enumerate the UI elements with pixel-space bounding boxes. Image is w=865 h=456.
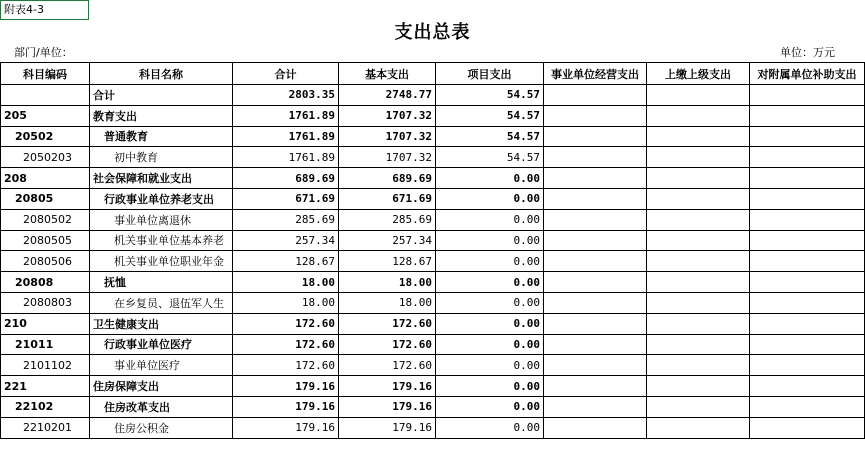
cell-name: 行政事业单位医疗 [90,334,233,355]
cell-code: 2080502 [1,209,90,230]
unit-label: 单位：万元 [780,46,835,59]
expenditure-table [0,62,865,439]
cell-operating [544,417,647,438]
cell-project: 54.57 [436,126,544,147]
cell-operating [544,209,647,230]
cell-project: 0.00 [436,417,544,438]
cell-subsidy [750,168,865,189]
cell-subsidy [750,313,865,334]
cell-subsidy [750,272,865,293]
cell-code: 2080803 [1,292,90,313]
cell-remit [647,85,750,106]
cell-total: 1761.89 [233,126,339,147]
cell-total: 179.16 [233,396,339,417]
cell-name: 行政事业单位养老支出 [90,188,233,209]
col-header-project: 项目支出 [436,63,544,85]
cell-project: 0.00 [436,272,544,293]
cell-subsidy [750,376,865,397]
cell-remit [647,230,750,251]
cell-code: 205 [1,105,90,126]
cell-remit [647,147,750,168]
cell-basic: 172.60 [339,313,436,334]
table-row [1,376,865,397]
cell-name: 事业单位医疗 [90,355,233,376]
cell-total: 172.60 [233,313,339,334]
cell-subsidy [750,230,865,251]
cell-code: 20808 [1,272,90,293]
cell-basic: 671.69 [339,188,436,209]
cell-basic: 179.16 [339,396,436,417]
table-row [1,209,865,230]
cell-project: 54.57 [436,105,544,126]
cell-project: 0.00 [436,396,544,417]
cell-project: 0.00 [436,376,544,397]
cell-basic: 1707.32 [339,147,436,168]
cell-operating [544,396,647,417]
cell-remit [647,126,750,147]
table-row [1,105,865,126]
cell-subsidy [750,188,865,209]
cell-total: 257.34 [233,230,339,251]
cell-operating [544,126,647,147]
table-row [1,355,865,376]
cell-remit [647,105,750,126]
cell-basic: 1707.32 [339,105,436,126]
cell-code: 2050203 [1,147,90,168]
cell-project: 0.00 [436,168,544,189]
cell-remit [647,168,750,189]
cell-remit [647,251,750,272]
cell-subsidy [750,355,865,376]
cell-name: 机关事业单位职业年金 [90,251,233,272]
table-tag: 附表4-3 [0,0,89,20]
cell-project: 0.00 [436,334,544,355]
cell-operating [544,334,647,355]
cell-remit [647,313,750,334]
table-row [1,147,865,168]
cell-remit [647,417,750,438]
cell-basic: 257.34 [339,230,436,251]
cell-remit [647,209,750,230]
cell-total: 18.00 [233,292,339,313]
cell-operating [544,230,647,251]
cell-operating [544,313,647,334]
table-row [1,188,865,209]
col-header-total: 合计 [233,63,339,85]
cell-remit [647,396,750,417]
cell-total: 172.60 [233,334,339,355]
col-header-subsidy: 对附属单位补助支出 [750,63,865,85]
cell-subsidy [750,105,865,126]
cell-total: 179.16 [233,376,339,397]
cell-name: 普通教育 [90,126,233,147]
table-row [1,313,865,334]
table-row [1,292,865,313]
header-row [1,63,865,85]
cell-project: 0.00 [436,230,544,251]
cell-code: 20502 [1,126,90,147]
cell-total: 2803.35 [233,85,339,106]
cell-total: 285.69 [233,209,339,230]
cell-name: 合计 [90,85,233,106]
cell-total: 128.67 [233,251,339,272]
cell-remit [647,292,750,313]
cell-code: 21011 [1,334,90,355]
cell-operating [544,292,647,313]
cell-project: 54.57 [436,85,544,106]
cell-basic: 689.69 [339,168,436,189]
cell-operating [544,272,647,293]
cell-name: 事业单位离退休 [90,209,233,230]
cell-operating [544,376,647,397]
cell-code: 208 [1,168,90,189]
cell-total: 179.16 [233,417,339,438]
cell-basic: 18.00 [339,292,436,313]
cell-basic: 2748.77 [339,85,436,106]
page-title: 支出总表 [394,22,471,43]
cell-code: 20805 [1,188,90,209]
department-label: 部门/单位： [14,46,73,59]
cell-basic: 1707.32 [339,126,436,147]
col-header-basic: 基本支出 [339,63,436,85]
cell-subsidy [750,85,865,106]
cell-project: 0.00 [436,251,544,272]
cell-subsidy [750,126,865,147]
cell-project: 54.57 [436,147,544,168]
table-row [1,85,865,106]
col-header-name: 科目名称 [90,63,233,85]
cell-remit [647,334,750,355]
cell-project: 0.00 [436,313,544,334]
cell-project: 0.00 [436,209,544,230]
cell-name: 机关事业单位基本养老 [90,230,233,251]
cell-operating [544,85,647,106]
cell-name: 住房公积金 [90,417,233,438]
cell-subsidy [750,147,865,168]
table-row [1,417,865,438]
col-header-operating: 事业单位经营支出 [544,63,647,85]
cell-subsidy [750,251,865,272]
cell-code: 22102 [1,396,90,417]
cell-code: 221 [1,376,90,397]
table-row [1,230,865,251]
cell-subsidy [750,209,865,230]
table-row [1,251,865,272]
cell-project: 0.00 [436,292,544,313]
table-row [1,168,865,189]
table-row [1,396,865,417]
cell-basic: 172.60 [339,355,436,376]
cell-name: 抚恤 [90,272,233,293]
cell-operating [544,147,647,168]
cell-project: 0.00 [436,188,544,209]
cell-name: 在乡复员、退伍军人生 [90,292,233,313]
cell-subsidy [750,396,865,417]
cell-operating [544,168,647,189]
cell-total: 18.00 [233,272,339,293]
cell-remit [647,376,750,397]
cell-name: 社会保障和就业支出 [90,168,233,189]
cell-basic: 18.00 [339,272,436,293]
cell-total: 689.69 [233,168,339,189]
col-header-remit: 上缴上级支出 [647,63,750,85]
col-header-code: 科目编码 [1,63,90,85]
cell-total: 671.69 [233,188,339,209]
cell-code: 2210201 [1,417,90,438]
cell-total: 172.60 [233,355,339,376]
cell-operating [544,188,647,209]
cell-remit [647,272,750,293]
cell-operating [544,355,647,376]
cell-total: 1761.89 [233,147,339,168]
cell-operating [544,105,647,126]
cell-subsidy [750,292,865,313]
table-row [1,126,865,147]
cell-subsidy [750,417,865,438]
cell-name: 教育支出 [90,105,233,126]
cell-subsidy [750,334,865,355]
cell-code: 2101102 [1,355,90,376]
cell-basic: 179.16 [339,376,436,397]
cell-operating [544,251,647,272]
cell-code: 2080506 [1,251,90,272]
table-row [1,334,865,355]
cell-name: 住房保障支出 [90,376,233,397]
cell-name: 卫生健康支出 [90,313,233,334]
cell-code [1,85,90,106]
cell-code: 2080505 [1,230,90,251]
cell-basic: 179.16 [339,417,436,438]
table-row [1,272,865,293]
cell-name: 初中教育 [90,147,233,168]
cell-basic: 128.67 [339,251,436,272]
cell-basic: 285.69 [339,209,436,230]
cell-remit [647,188,750,209]
cell-basic: 172.60 [339,334,436,355]
cell-code: 210 [1,313,90,334]
cell-project: 0.00 [436,355,544,376]
cell-name: 住房改革支出 [90,396,233,417]
cell-remit [647,355,750,376]
cell-total: 1761.89 [233,105,339,126]
